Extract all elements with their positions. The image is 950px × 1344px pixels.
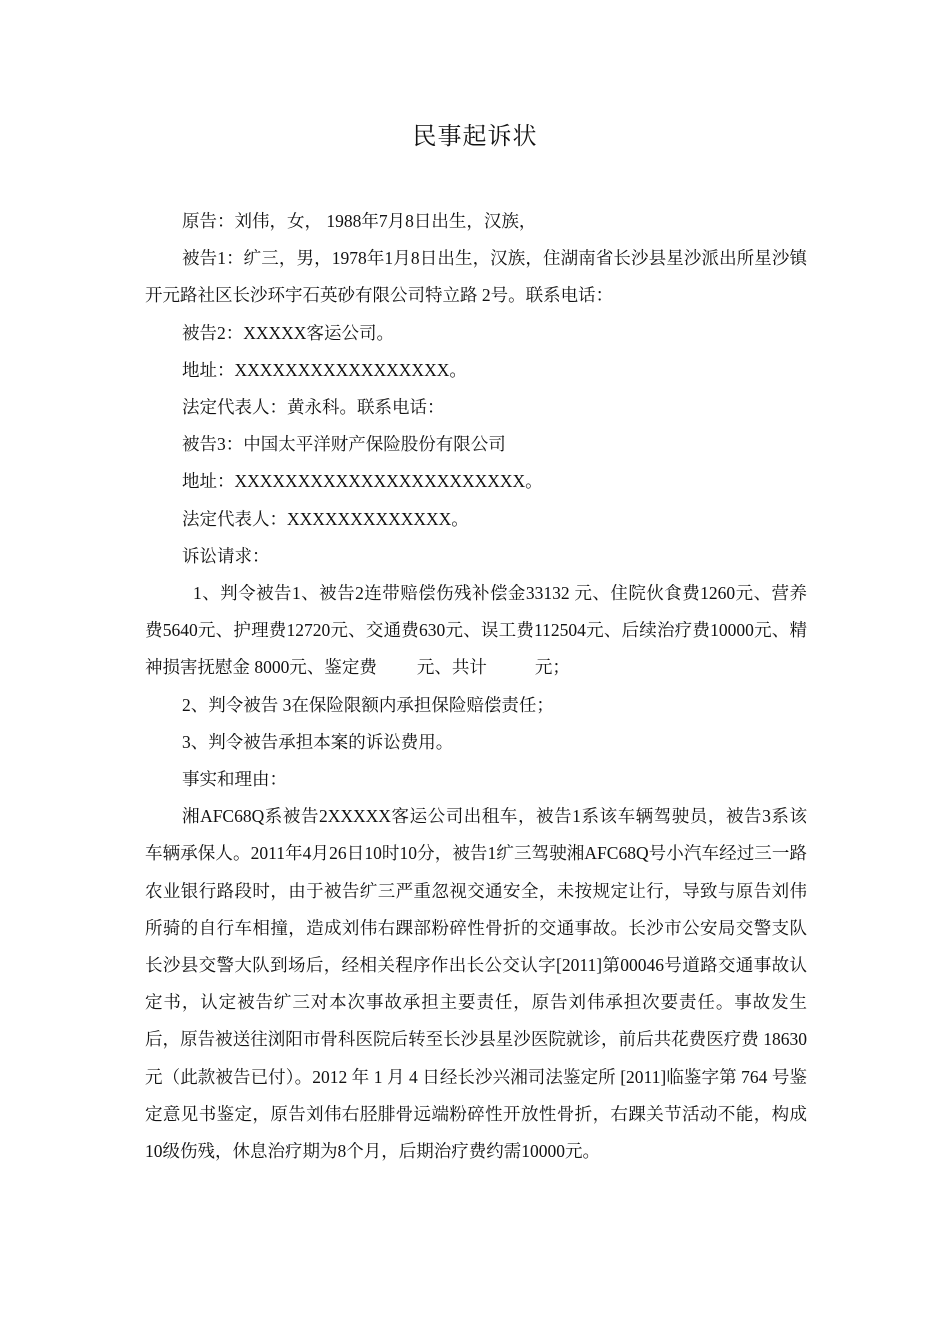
claim-1 — [145, 575, 807, 687]
facts-heading: 事实和理由： — [182, 769, 287, 790]
defendant2-address: 地址：XXXXXXXXXXXXXXXXX。 — [182, 359, 467, 380]
defendant1-paragraph: 被告1：纩三，男，1978年1月8日出生，汉族，住湖南省长沙县星沙派出所星沙镇开元路社区长沙环宇石英砂有限公司特立路 2号。联系电话： — [145, 248, 807, 306]
defendant2-representative: 法定代表人：黄永科。联系电话： — [182, 397, 445, 418]
defendant2-paragraph: 被告2：XXXXX客运公司。 — [182, 322, 394, 343]
plaintiff-paragraph: 原告：刘伟，女， 1988年7月8日出生，汉族， — [182, 211, 537, 231]
facts-paragraph: 湘AFC68Q系被告2XXXXX客运公司出租车，被告1系该车辆驾驶员，被告3系该车辆承保人。2011年4月26日10时10分，被告1纩三驾驶湘AFC68Q号小汽车经过三一路农业银行路段时，由于被告纩三严重忽视交通安全，未按规定让行，导致与原告刘伟所骑的自行车相撞，造成刘伟右踝部粉碎性骨折的交通事故。长沙市公安局交警支队长沙县交警大队到场后，经相关程序作出长公交认字[2011]第00046号道路交通事故认定书，认定被告纩三对本次事故承担主要责任，原告刘伟承担次要责任。事故发生后，原告被送往浏阳市骨科医院后转至长沙县星沙医院就诊，前后共花费医疗费 18630 元（此款被告已付）。2012 年 1 月 4 日经长沙兴湘司法鉴定所 [2011]临鉴字第 764 号鉴定意见书鉴定，原告刘伟右胫腓骨远端粉碎性开放性骨折，右踝关节活动不能，构成10级伤残，休息治疗期为8个月，后期治疗费约需10000元。 — [145, 806, 807, 1162]
claim-1-end: 元； — [534, 657, 570, 678]
claim-1-total-label: 元、共计 — [416, 657, 487, 678]
defendant3-address: 地址：XXXXXXXXXXXXXXXXXXXXXXX。 — [182, 471, 543, 492]
claim-1-text: 1、判令被告1、被告2连带赔偿伤残补偿金33132 元、住院伙食费1260元、营养费5640元、护理费12720元、交通费630元、误工费112504元、后续治疗费10000元、精神损害抚慰金 8000元、鉴定费 — [145, 583, 807, 678]
defendant3-representative: 法定代表人：XXXXXXXXXXXXX。 — [182, 508, 469, 529]
defendant3-paragraph: 被告3：中国太平洋财产保险股份有限公司 — [182, 434, 506, 455]
claim-3: 3、判令被告承担本案的诉讼费用。 — [182, 731, 454, 752]
document-body — [145, 203, 807, 1170]
document-title: 民事起诉状 — [412, 124, 538, 150]
claims-heading: 诉讼请求： — [182, 545, 270, 566]
claim-2: 2、判令被告 3在保险限额内承担保险赔偿责任； — [182, 694, 554, 715]
